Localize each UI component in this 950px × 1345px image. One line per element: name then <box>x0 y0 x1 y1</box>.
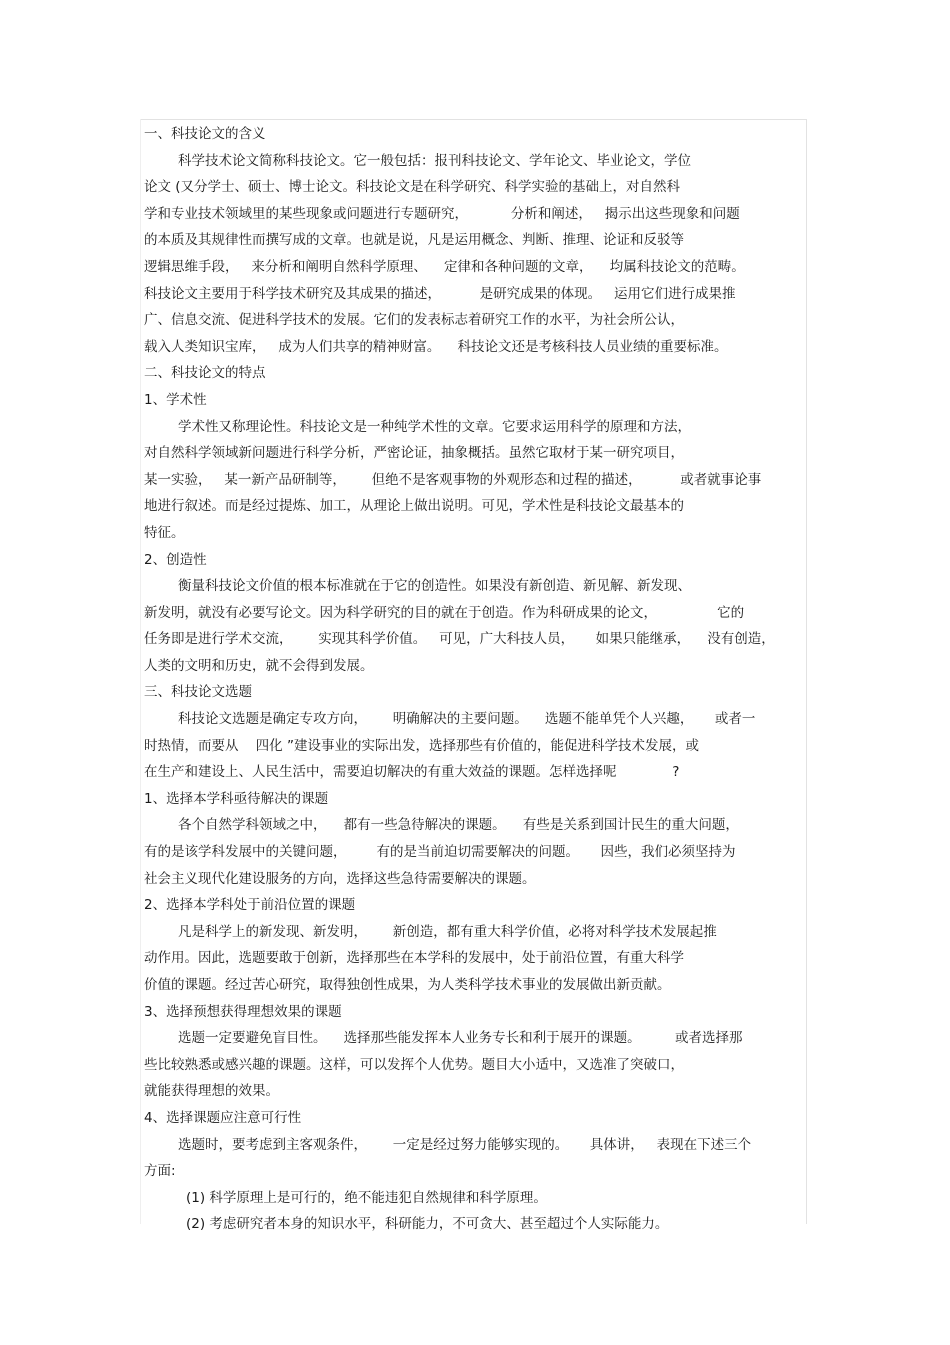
text-line: 些比较熟悉或感兴趣的课题。这样，可以发挥个人优势。题目大小适中，又选准了突破口， <box>144 1056 684 1073</box>
text-line: 逻辑思维手段， 来分析和阐明自然科学原理、 定律和各种问题的文章， 均属科技论文的范畴。 <box>144 258 745 275</box>
text-line: 对自然科学领域新问题进行科学分析，严密论证，抽象概括。虽然它取材于某一研究项目， <box>144 445 684 462</box>
text-line: (1) 科学原理上是可行的，绝不能违犯自然规律和科学原理。 <box>186 1189 547 1206</box>
page-border-left <box>140 119 141 1224</box>
text-line: 价值的课题。经过苦心研究，取得独创性成果，为人类科学技术事业的发展做出新贡献。 <box>144 977 671 993</box>
text-line: 衡量科技论文价值的根本标准就在于它的创造性。如果没有新创造、新见解、新发现、 <box>178 578 691 595</box>
text-line: 广、信息交流、促进科学技术的发展。它们的发表标志着研究工作的水平，为社会所公认， <box>144 312 684 329</box>
text-line: 某一实验， 某一新产品研制等， 但绝不是客观事物的外观形态和过程的描述， 或者就事论事 <box>144 471 762 488</box>
text-line: 新发明，就没有必要写论文。因为科学研究的目的就在于创造。作为科研成果的论文， 它的 <box>144 604 745 621</box>
text-line: 学术性又称理论性。科技论文是一种纯学术性的文章。它要求运用科学的原理和方法， <box>178 418 691 435</box>
text-line: 一、科技论文的含义 <box>144 126 266 142</box>
text-line: 地进行叙述。而是经过提炼、加工，从理论上做出说明。可见，学术性是科技论文最基本的 <box>144 498 684 515</box>
text-line: 动作用。因此，选题要敢于创新，选择那些在本学科的发展中，处于前沿位置，有重大科学 <box>144 950 684 967</box>
text-line: 载入人类知识宝库， 成为人们共享的精神财富。 科技论文还是考核科技人员业绩的重要标准。 <box>144 338 728 355</box>
text-line: 三、科技论文选题 <box>144 684 252 701</box>
text-line: 4、选择课题应注意可行性 <box>144 1109 302 1126</box>
text-line: 人类的文明和历史，就不会得到发展。 <box>144 657 374 674</box>
text-line: 3、选择预想获得理想效果的课题 <box>144 1003 342 1020</box>
text-line: (2) 考虑研究者本身的知识水平，科研能力，不可贪大、甚至超过个人实际能力。 <box>186 1216 669 1233</box>
text-line: 1、选择本学科亟待解决的课题 <box>144 790 329 807</box>
text-line: 2、选择本学科处于前沿位置的课题 <box>144 897 356 914</box>
text-line: 论文 (又分学士、硕士、博士论文。科技论文是在科学研究、科学实验的基础上，对自然科 <box>144 179 681 196</box>
text-line: 凡是科学上的新发现、新发明， 新创造，都有重大科学价值，必将对科学技术发展起推 <box>178 923 717 940</box>
text-line: 2、创造性 <box>144 551 207 568</box>
text-line: 在生产和建设上、人民生活中，需要迫切解决的有重大效益的课题。怎样选择呢 ? <box>144 764 680 781</box>
text-line: 的本质及其规律性而撰写成的文章。也就是说，凡是运用概念、判断、推理、论证和反驳等 <box>144 232 684 249</box>
text-line: 科学技术论文简称科技论文。它一般包括：报刊科技论文、学年论文、毕业论文，学位 <box>178 152 691 169</box>
text-line: 1、学术性 <box>144 391 207 408</box>
text-line: 社会主义现代化建设服务的方向，选择这些急待需要解决的课题。 <box>144 870 536 887</box>
text-line: 选题时，要考虑到主客观条件， 一定是经过努力能够实现的。 具体讲， 表现在下述三个 <box>178 1136 752 1153</box>
text-line: 时热情，而要从 四化 ”建设事业的实际出发，选择那些有价值的，能促进科学技术发展，或 <box>144 737 699 754</box>
text-line: 科技论文主要用于科学技术研究及其成果的描述， 是研究成果的体现。 运用它们进行成果推 <box>144 285 736 302</box>
text-line: 有的是该学科发展中的关键问题， 有的是当前迫切需要解决的问题。 因些，我们必须坚持为 <box>144 844 736 861</box>
text-line: 就能获得理想的效果。 <box>144 1083 279 1100</box>
document-body <box>144 121 804 1238</box>
page-border-right <box>806 119 807 1224</box>
page-border-top <box>140 119 807 120</box>
text-line: 二、科技论文的特点 <box>144 365 266 382</box>
text-line: 科技论文选题是确定专攻方向， 明确解决的主要问题。 选题不能单凭个人兴趣， 或者一 <box>178 711 756 728</box>
text-line: 方面: <box>144 1163 176 1180</box>
text-line: 选题一定要避免盲目性。 选择那些能发挥本人业务专长和利于展开的课题。 或者选择那 <box>178 1030 743 1047</box>
text-line: 任务即是进行学术交流， 实现其科学价值。 可见，广大科技人员， 如果只能继承， 没有创造， <box>144 631 775 648</box>
text-line: 各个自然学科领域之中， 都有一些急待解决的课题。 有些是关系到国计民生的重大问题， <box>178 817 739 834</box>
text-line: 特征。 <box>144 524 185 541</box>
text-line: 学和专业技术领域里的某些现象或问题进行专题研究， 分析和阐述， 揭示出这些现象和问题 <box>144 205 740 222</box>
